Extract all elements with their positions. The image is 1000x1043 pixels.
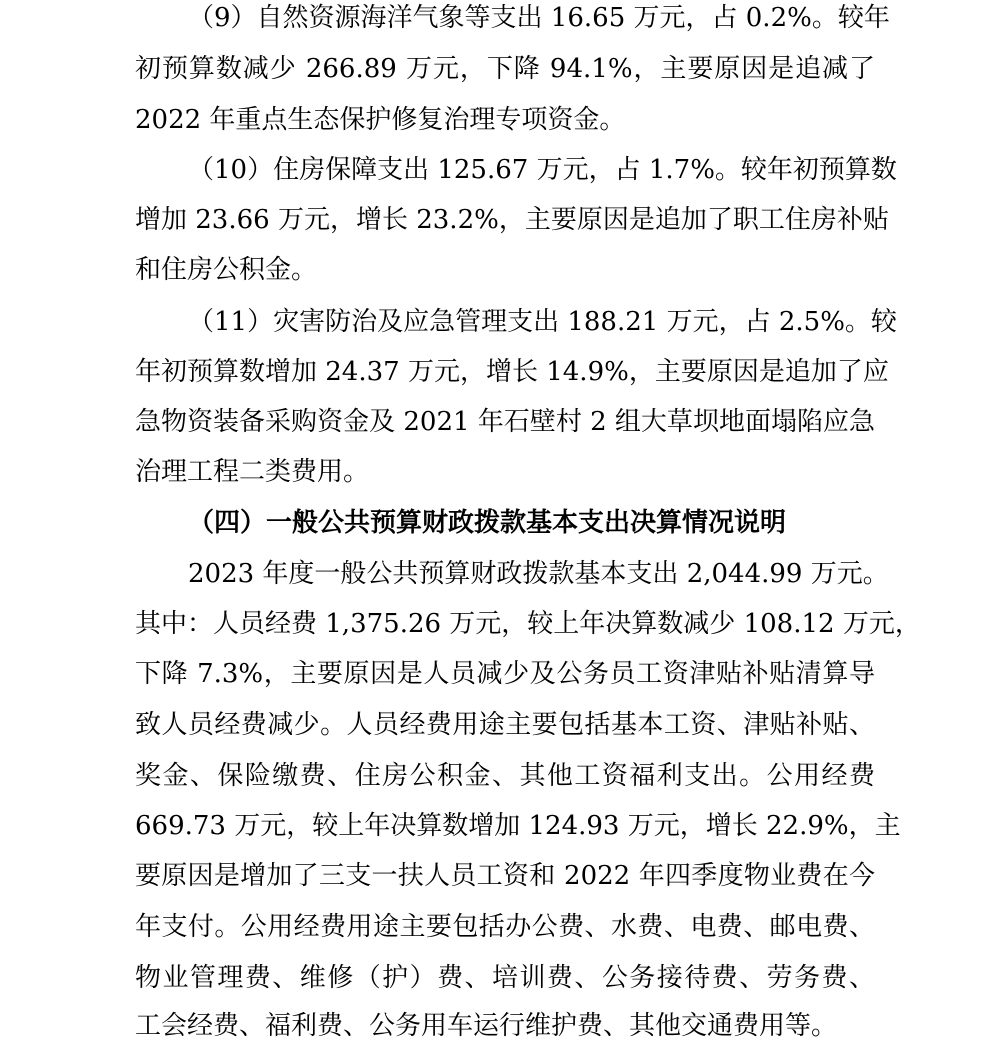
- paragraph-11-line-3: 急物资装备采购资金及 2021 年石壁村 2 组大草坝地面塌陷应急: [135, 407, 875, 437]
- paragraph-10-line-3: 和住房公积金。: [135, 255, 318, 285]
- basic-expense-line-7: 要原因是增加了三支一扶人员工资和 2022 年四季度物业费在今: [135, 861, 875, 891]
- basic-expense-line-8: 年支付。公用经费用途主要包括办公费、水费、电费、邮电费、: [135, 912, 875, 942]
- paragraph-9-line-2: 初预算数减少 266.89 万元，下降 94.1%，主要原因是追减了: [135, 54, 875, 84]
- section-heading: （四）一般公共预算财政拨款基本支出决算情况说明: [188, 508, 787, 538]
- paragraph-11-line-1: （11）灾害防治及应急管理支出 188.21 万元，占 2.5%。较: [188, 307, 897, 337]
- paragraph-11-line-4: 治理工程二类费用。: [135, 457, 370, 487]
- basic-expense-line-2: 其中：人员经费 1,375.26 万元，较上年决算数减少 108.12 万元，: [135, 609, 921, 639]
- paragraph-9-line-3: 2022 年重点生态保护修复治理专项资金。: [135, 105, 626, 135]
- paragraph-9-line-1: （9）自然资源海洋气象等支出 16.65 万元，占 0.2%。较年: [188, 3, 890, 33]
- basic-expense-line-10: 工会经费、福利费、公务用车运行维护费、其他交通费用等。: [135, 1011, 838, 1041]
- paragraph-11-line-2: 年初预算数增加 24.37 万元，增长 14.9%，主要原因是追加了应: [135, 357, 889, 387]
- paragraph-10-line-1: （10）住房保障支出 125.67 万元，占 1.7%。较年初预算数: [188, 155, 897, 185]
- basic-expense-line-5: 奖金、保险缴费、住房公积金、其他工资福利支出。公用经费: [135, 761, 875, 791]
- basic-expense-line-4: 致人员经费减少。人员经费用途主要包括基本工资、津贴补贴、: [135, 710, 875, 740]
- basic-expense-line-3: 下降 7.3%，主要原因是人员减少及公务员工资津贴补贴清算导: [135, 659, 875, 689]
- basic-expense-line-9: 物业管理费、维修（护）费、培训费、公务接待费、劳务费、: [135, 963, 875, 993]
- paragraph-10-line-2: 增加 23.66 万元，增长 23.2%，主要原因是追加了职工住房补贴: [135, 205, 889, 235]
- basic-expense-line-1: 2023 年度一般公共预算财政拨款基本支出 2,044.99 万元。: [188, 559, 889, 589]
- basic-expense-line-6: 669.73 万元，较上年决算数增加 124.93 万元，增长 22.9%，主: [135, 811, 901, 841]
